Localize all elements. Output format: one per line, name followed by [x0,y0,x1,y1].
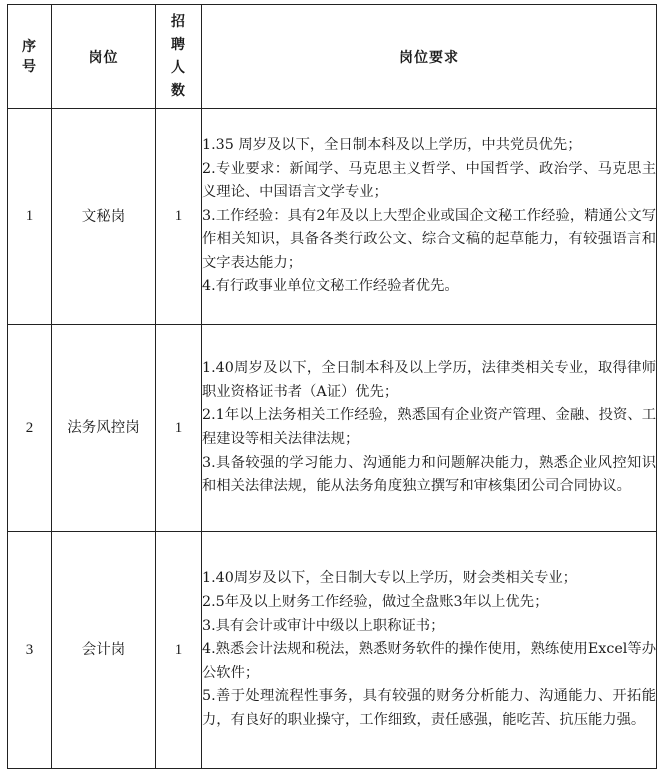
requirement-item: 1.40周岁及以下，全日制大专以上学历，财会类相关专业； [202,570,577,587]
table-row [8,532,657,769]
header-no-label: 序号 [22,38,37,75]
header-post [52,5,156,109]
requirement-item: 2.专业要求：新闻学、马克思主义哲学、中国哲学、政治学、马克思主义理论、中国语言文学专业； [202,160,656,201]
header-no [8,5,52,109]
header-count [156,5,202,109]
requirement-item: 3.具备较强的学习能力、沟通能力和问题解决能力，熟悉企业风控知识和相关法律法规，能从法务角度独立撰写和审核集团公司合同协议。 [202,454,656,495]
requirement-item: 1.35 周岁及以下，全日制本科及以上学历，中共党员优先； [202,136,582,153]
row-number: 1 [8,109,52,325]
requirements-cell [202,325,657,532]
headcount: 1 [156,109,202,325]
table-row [8,109,657,325]
post-name: 法务风控岗 [52,325,156,532]
requirement-item: 4.有行政事业单位文秘工作经验者优先。 [202,278,459,295]
header-requirements-label: 岗位要求 [399,49,459,66]
header-post-label: 岗位 [88,49,119,66]
row-number: 3 [8,532,52,769]
row-number: 2 [8,325,52,532]
headcount: 1 [156,532,202,769]
post-name: 文秘岗 [52,109,156,325]
table-header-row [8,5,657,109]
requirement-item: 3.工作经验：具有2年及以上大型企业或国企文秘工作经验，精通公文写作相关知识，具备各类行政公文、综合文稿的起草能力，有较强语言和文字表达能力； [202,207,656,271]
requirement-item: 4.熟悉会计法规和税法，熟悉财务软件的操作使用，熟练使用Excel等办公软件； [202,641,656,681]
requirement-item: 3.具有会计或审计中级以上职称证书； [202,617,445,634]
header-count-label: 招聘人数 [171,13,186,99]
requirement-item: 2.5年及以上财务工作经验，做过全盘账3年以上优先； [202,594,549,611]
requirements-cell [202,109,657,325]
requirement-item: 5.善于处理流程性事务，具有较强的财务分析能力、沟通能力、开拓能力，有良好的职业操守，工作细致，责任感强，能吃苦、抗压能力强。 [202,688,656,728]
recruitment-table [7,4,657,769]
requirement-item: 1.40周岁及以下，全日制本科及以上学历，法律类相关专业，取得律师职业资格证书者（A证）优先； [202,360,656,400]
requirements-cell [202,532,657,769]
post-name: 会计岗 [52,532,156,769]
table-row [8,325,657,532]
headcount: 1 [156,325,202,532]
header-requirements [202,5,657,109]
requirement-item: 2.1年以上法务相关工作经验，熟悉国有企业资产管理、金融、投资、工程建设等相关法律法规； [202,407,656,447]
